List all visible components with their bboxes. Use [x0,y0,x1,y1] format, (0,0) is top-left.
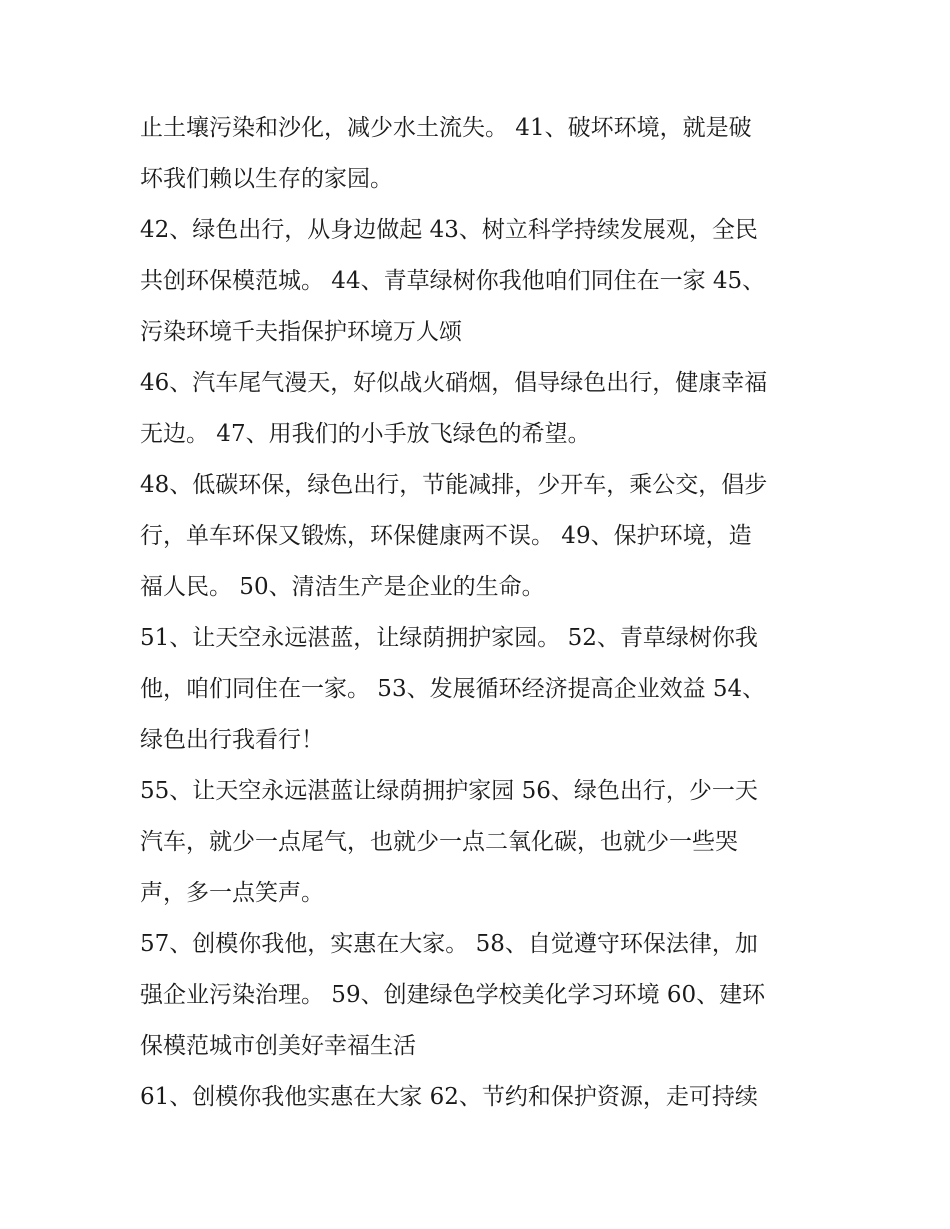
text-line: 保模范城市创美好幸福生活 [140,1033,416,1059]
text-line: 48、低碳环保，绿色出行，节能减排，少开车，乘公交，倡步 [140,472,768,498]
paragraph-61 [140,1072,820,1123]
text-line: 汽车，就少一点尾气，也就少一点二氧化碳，也就少一些哭 [140,829,738,855]
paragraph-51 [140,613,820,766]
document-body [140,103,820,1123]
paragraph-41 [140,103,820,205]
paragraph-48 [140,460,820,613]
text-line: 57、创模你我他，实惠在大家。 58、自觉遵守环保法律，加 [140,931,758,957]
paragraph-42 [140,205,820,358]
text-line: 福人民。 50、清洁生产是企业的生命。 [140,574,545,600]
text-line: 51、让天空永远湛蓝，让绿荫拥护家园。 52、青草绿树你我 [140,625,758,651]
text-line: 污染环境千夫指保护环境万人颂 [140,319,462,345]
text-line: 行，单车环保又锻炼，环保健康两不误。 49、保护环境，造 [140,523,752,549]
text-line: 声，多一点笑声。 [140,880,324,906]
paragraph-46 [140,358,820,460]
text-line: 止土壤污染和沙化，减少水土流失。 41、破坏环境，就是破 [140,115,752,141]
text-line: 55、让天空永远湛蓝让绿荫拥护家园 56、绿色出行，少一天 [140,778,758,804]
text-line: 42、绿色出行，从身边做起 43、树立科学持续发展观，全民 [140,217,758,243]
paragraph-55 [140,766,820,919]
text-line: 无边。 47、用我们的小手放飞绿色的希望。 [140,421,591,447]
text-line: 46、汽车尾气漫天，好似战火硝烟，倡导绿色出行，健康幸福 [140,370,768,396]
text-line: 共创环保模范城。 44、青草绿树你我他咱们同住在一家 45、 [140,268,766,294]
text-line: 61、创模你我他实惠在大家 62、节约和保护资源，走可持续 [140,1084,758,1110]
text-line: 坏我们赖以生存的家园。 [140,166,393,192]
text-line: 绿色出行我看行！ [140,727,324,753]
paragraph-57 [140,919,820,1072]
text-line: 他，咱们同住在一家。 53、发展循环经济提高企业效益 54、 [140,676,766,702]
text-line: 强企业污染治理。 59、创建绿色学校美化学习环境 60、建环 [140,982,766,1008]
